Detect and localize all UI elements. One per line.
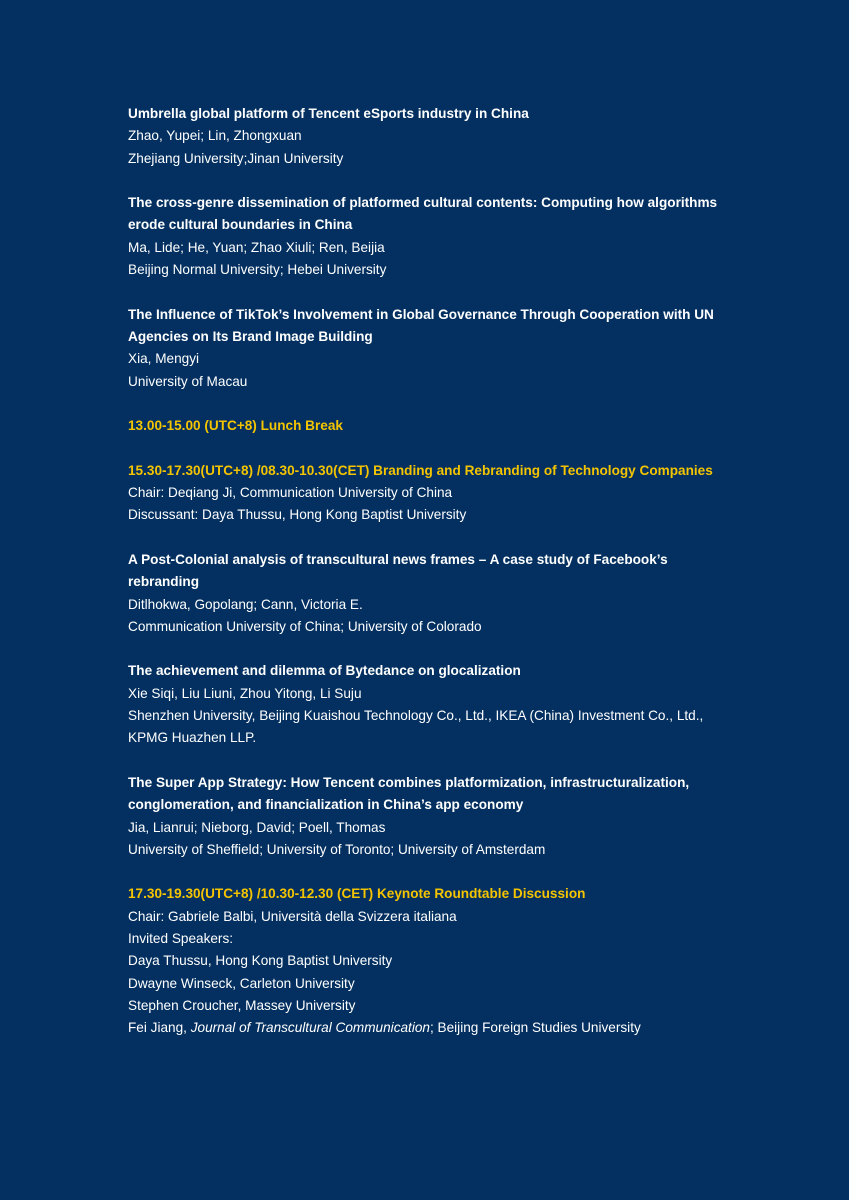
paper-entry [128,549,728,638]
paper-entry [128,772,728,861]
paper-entry [128,192,728,281]
paper-authors: Xie Siqi, Liu Liuni, Zhou Yitong, Li Suju [128,685,362,701]
lunch-break-heading: 13.00-15.00 (UTC+8) Lunch Break [128,418,343,434]
session-chair: Chair: Gabriele Balbi, Università della Svizzera italiana [128,908,457,924]
paper-title: Umbrella global platform of Tencent eSports industry in China [128,106,529,121]
paper-authors: Ditlhokwa, Gopolang; Cann, Victoria E. [128,596,363,612]
paper-authors: Jia, Lianrui; Nieborg, David; Poell, Thomas [128,819,386,835]
session-heading: 15.30-17.30(UTC+8) /08.30-10.30(CET) Branding and Rebranding of Technology Companies [128,462,713,478]
speaker [128,1017,728,1039]
speaker-name: Fei Jiang, [128,1020,191,1036]
paper-affiliation: University of Macau [128,373,248,389]
session-heading: 17.30-19.30(UTC+8) /10.30-12.30 (CET) Keynote Roundtable Discussion [128,886,586,902]
paper-title: The Super App Strategy: How Tencent combines platformization, infrastructuralization, conglomeration, and financialization in China’s app economy [128,774,690,813]
paper-affiliation: Zhejiang University;Jinan University [128,150,344,166]
session-keynote [128,883,728,1039]
speaker: Dwayne Winseck, Carleton University [128,975,355,991]
paper-title: The achievement and dilemma of Bytedance on glocalization [128,663,521,679]
paper-title: The Influence of TikTok’s Involvement in Global Governance Through Cooperation with UN Agencies on Its Brand Image Building [128,306,714,344]
paper-affiliation: Beijing Normal University; Hebei University [128,262,387,278]
speaker: Stephen Croucher, Massey University [128,997,356,1013]
programme-page [128,103,728,1062]
paper-affiliation: Communication University of China; University of Colorado [128,618,482,634]
speaker-affiliation: ; Beijing Foreign Studies University [429,1020,641,1036]
session-discussant: Discussant: Daya Thussu, Hong Kong Baptist University [128,507,467,523]
paper-entry [128,660,728,749]
lunch-break [128,415,728,437]
speaker: Daya Thussu, Hong Kong Baptist University [128,953,393,969]
paper-entry [128,103,728,170]
paper-entry [128,304,728,393]
paper-title: A Post-Colonial analysis of transcultural news frames – A case study of Facebook’s rebranding [128,551,668,590]
paper-authors: Xia, Mengyi [128,351,200,367]
invited-speakers-label: Invited Speakers: [128,930,234,946]
paper-affiliation: University of Sheffield; University of Toronto; University of Amsterdam [128,841,546,857]
journal-title: Journal of Transcultural Communication [190,1020,430,1036]
paper-title: The cross-genre dissemination of platformed cultural contents: Computing how algorithms erode cultural boundaries in China [128,195,718,233]
paper-affiliation: Shenzhen University, Beijing Kuaishou Technology Co., Ltd., IKEA (China) Investment Co., Ltd., KPMG Huazhen LLP. [128,708,704,746]
paper-authors: Zhao, Yupei; Lin, Zhongxuan [128,128,302,144]
session-chair: Chair: Deqiang Ji, Communication University of China [128,485,453,501]
session-branding [128,460,728,527]
paper-authors: Ma, Lide; He, Yuan; Zhao Xiuli; Ren, Beijia [128,239,385,255]
